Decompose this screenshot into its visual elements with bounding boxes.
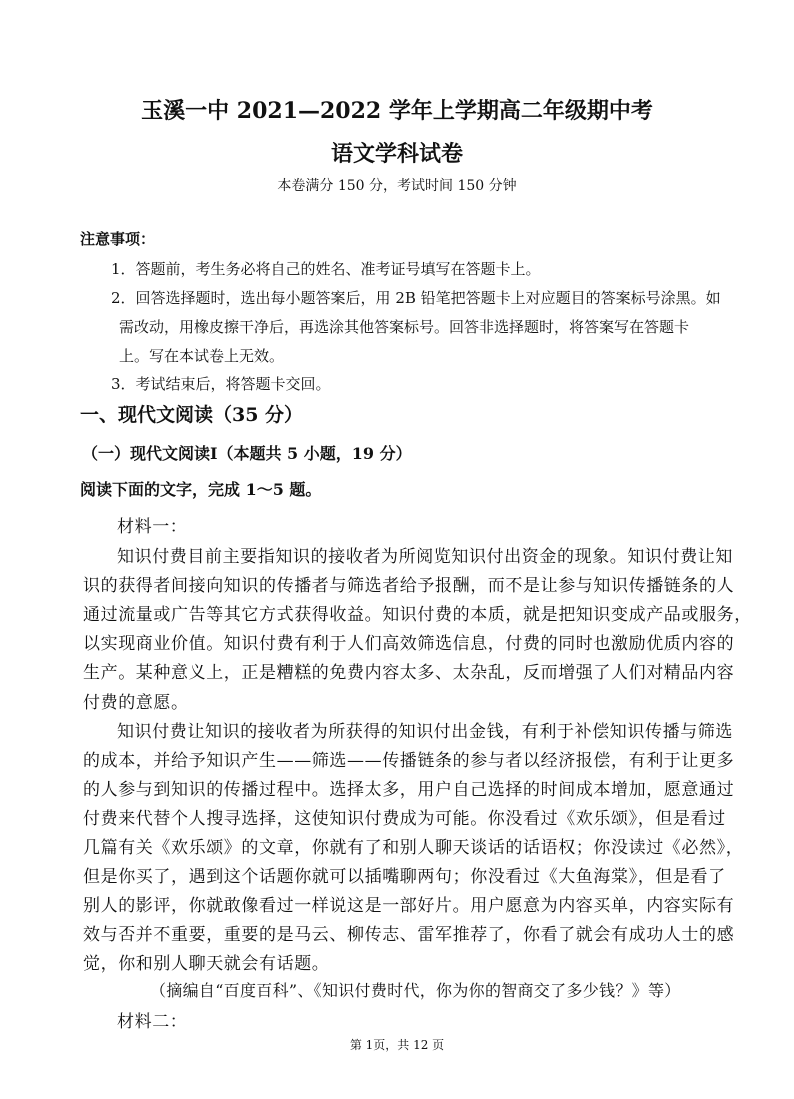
material1-line-4: 以实现商业价值。知识付费有利于人们高效筛选信息，付费的同时也激励优质内容的 <box>83 634 735 654</box>
notice-item-2-cont-2: 上。写在本试卷上无效。 <box>119 347 285 365</box>
notice-item-1: 1．答题前，考生务必将自己的姓名、准考证号填写在答题卡上。 <box>111 260 541 278</box>
material1-line-12: 但是你买了，遇到这个话题你就可以插嘴聊两句；你没看过《大鱼海棠》，但是看了 <box>83 867 726 887</box>
material1-line-1: 知识付费目前主要指知识的接收者为所阅览知识付出资金的现象。知识付费让知 <box>117 547 733 567</box>
page-footer: 第 1页，共 12 页 <box>349 1038 445 1052</box>
material2-label: 材料二： <box>117 1012 188 1032</box>
material1-line-14: 效与否并不重要，重要的是马云、柳传志、雷军推荐了，你看了就会有成功人士的感 <box>83 925 735 945</box>
material1-line-3: 通过流量或广告等其它方式获得收益。知识付费的本质，就是把知识变成产品或服务， <box>83 605 752 625</box>
exam-meta: 本卷满分 150 分，考试时间 150 分钟 <box>277 178 517 194</box>
material1-source: （摘编自“百度百科”、《知识付费时代，你为你的智商交了多少钱？》等） <box>150 981 681 1000</box>
material1-line-11: 几篇有关《欢乐颂》的文章，你就有了和别人聊天谈话的话语权；你没读过《必然》， <box>83 838 744 858</box>
material1-line-7: 知识付费让知识的接收者为所获得的知识付出金钱，有利于补偿知识传播与筛选 <box>117 722 733 742</box>
notice-heading: 注意事项： <box>80 230 156 248</box>
material1-line-9: 的人参与到知识的传播过程中。选择太多，用户自己选择的时间成本增加，愿意通过 <box>83 780 735 800</box>
section-heading: 一、现代文阅读（35 分） <box>80 404 304 426</box>
material1-line-8: 的成本，并给予知识产生——筛选——传播链条的参与者以经济报偿，有利于让更多 <box>83 751 735 771</box>
reading-instruction: 阅读下面的文字，完成 1～5 题。 <box>80 480 322 499</box>
material1-line-10: 付费来代替个人搜寻选择，这使知识付费成为可能。你没看过《欢乐颂》，但是看过 <box>83 809 726 829</box>
sub-section-heading: （一）现代文阅读Ⅰ（本题共 5 小题，19 分） <box>82 444 412 463</box>
material1-line-2: 识的获得者间接向知识的传播者与筛选者给予报酬，而不是让参与知识传播链条的人 <box>83 576 735 596</box>
material1-line-13: 别人的影评，你就敢像看过一样说这是一部好片。用户愿意为内容买单，内容实际有 <box>83 896 735 916</box>
notice-item-2: 2．回答选择题时，选出每小题答案后，用 2B 铅笔把答题卡上对应题目的答案标号涂黑。如 <box>111 289 721 307</box>
material1-line-5: 生产。某种意义上，正是糟糕的免费内容太多、太杂乱，反而增强了人们对精品内容 <box>83 663 735 683</box>
notice-item-3: 3．考试结束后，将答题卡交回。 <box>111 375 331 393</box>
exam-title: 玉溪一中 2021—2022 学年上学期高二年级期中考 <box>141 98 653 124</box>
material1-label: 材料一： <box>117 517 188 537</box>
material1-line-6: 付费的意愿。 <box>83 693 189 713</box>
notice-item-2-cont: 需改动，用橡皮擦干净后，再选涂其他答案标号。回答非选择题时，将答案写在答题卡 <box>119 318 690 336</box>
material1-line-15: 觉，你和别人聊天就会有话题。 <box>83 954 330 974</box>
subject-title: 语文学科试卷 <box>330 141 463 167</box>
